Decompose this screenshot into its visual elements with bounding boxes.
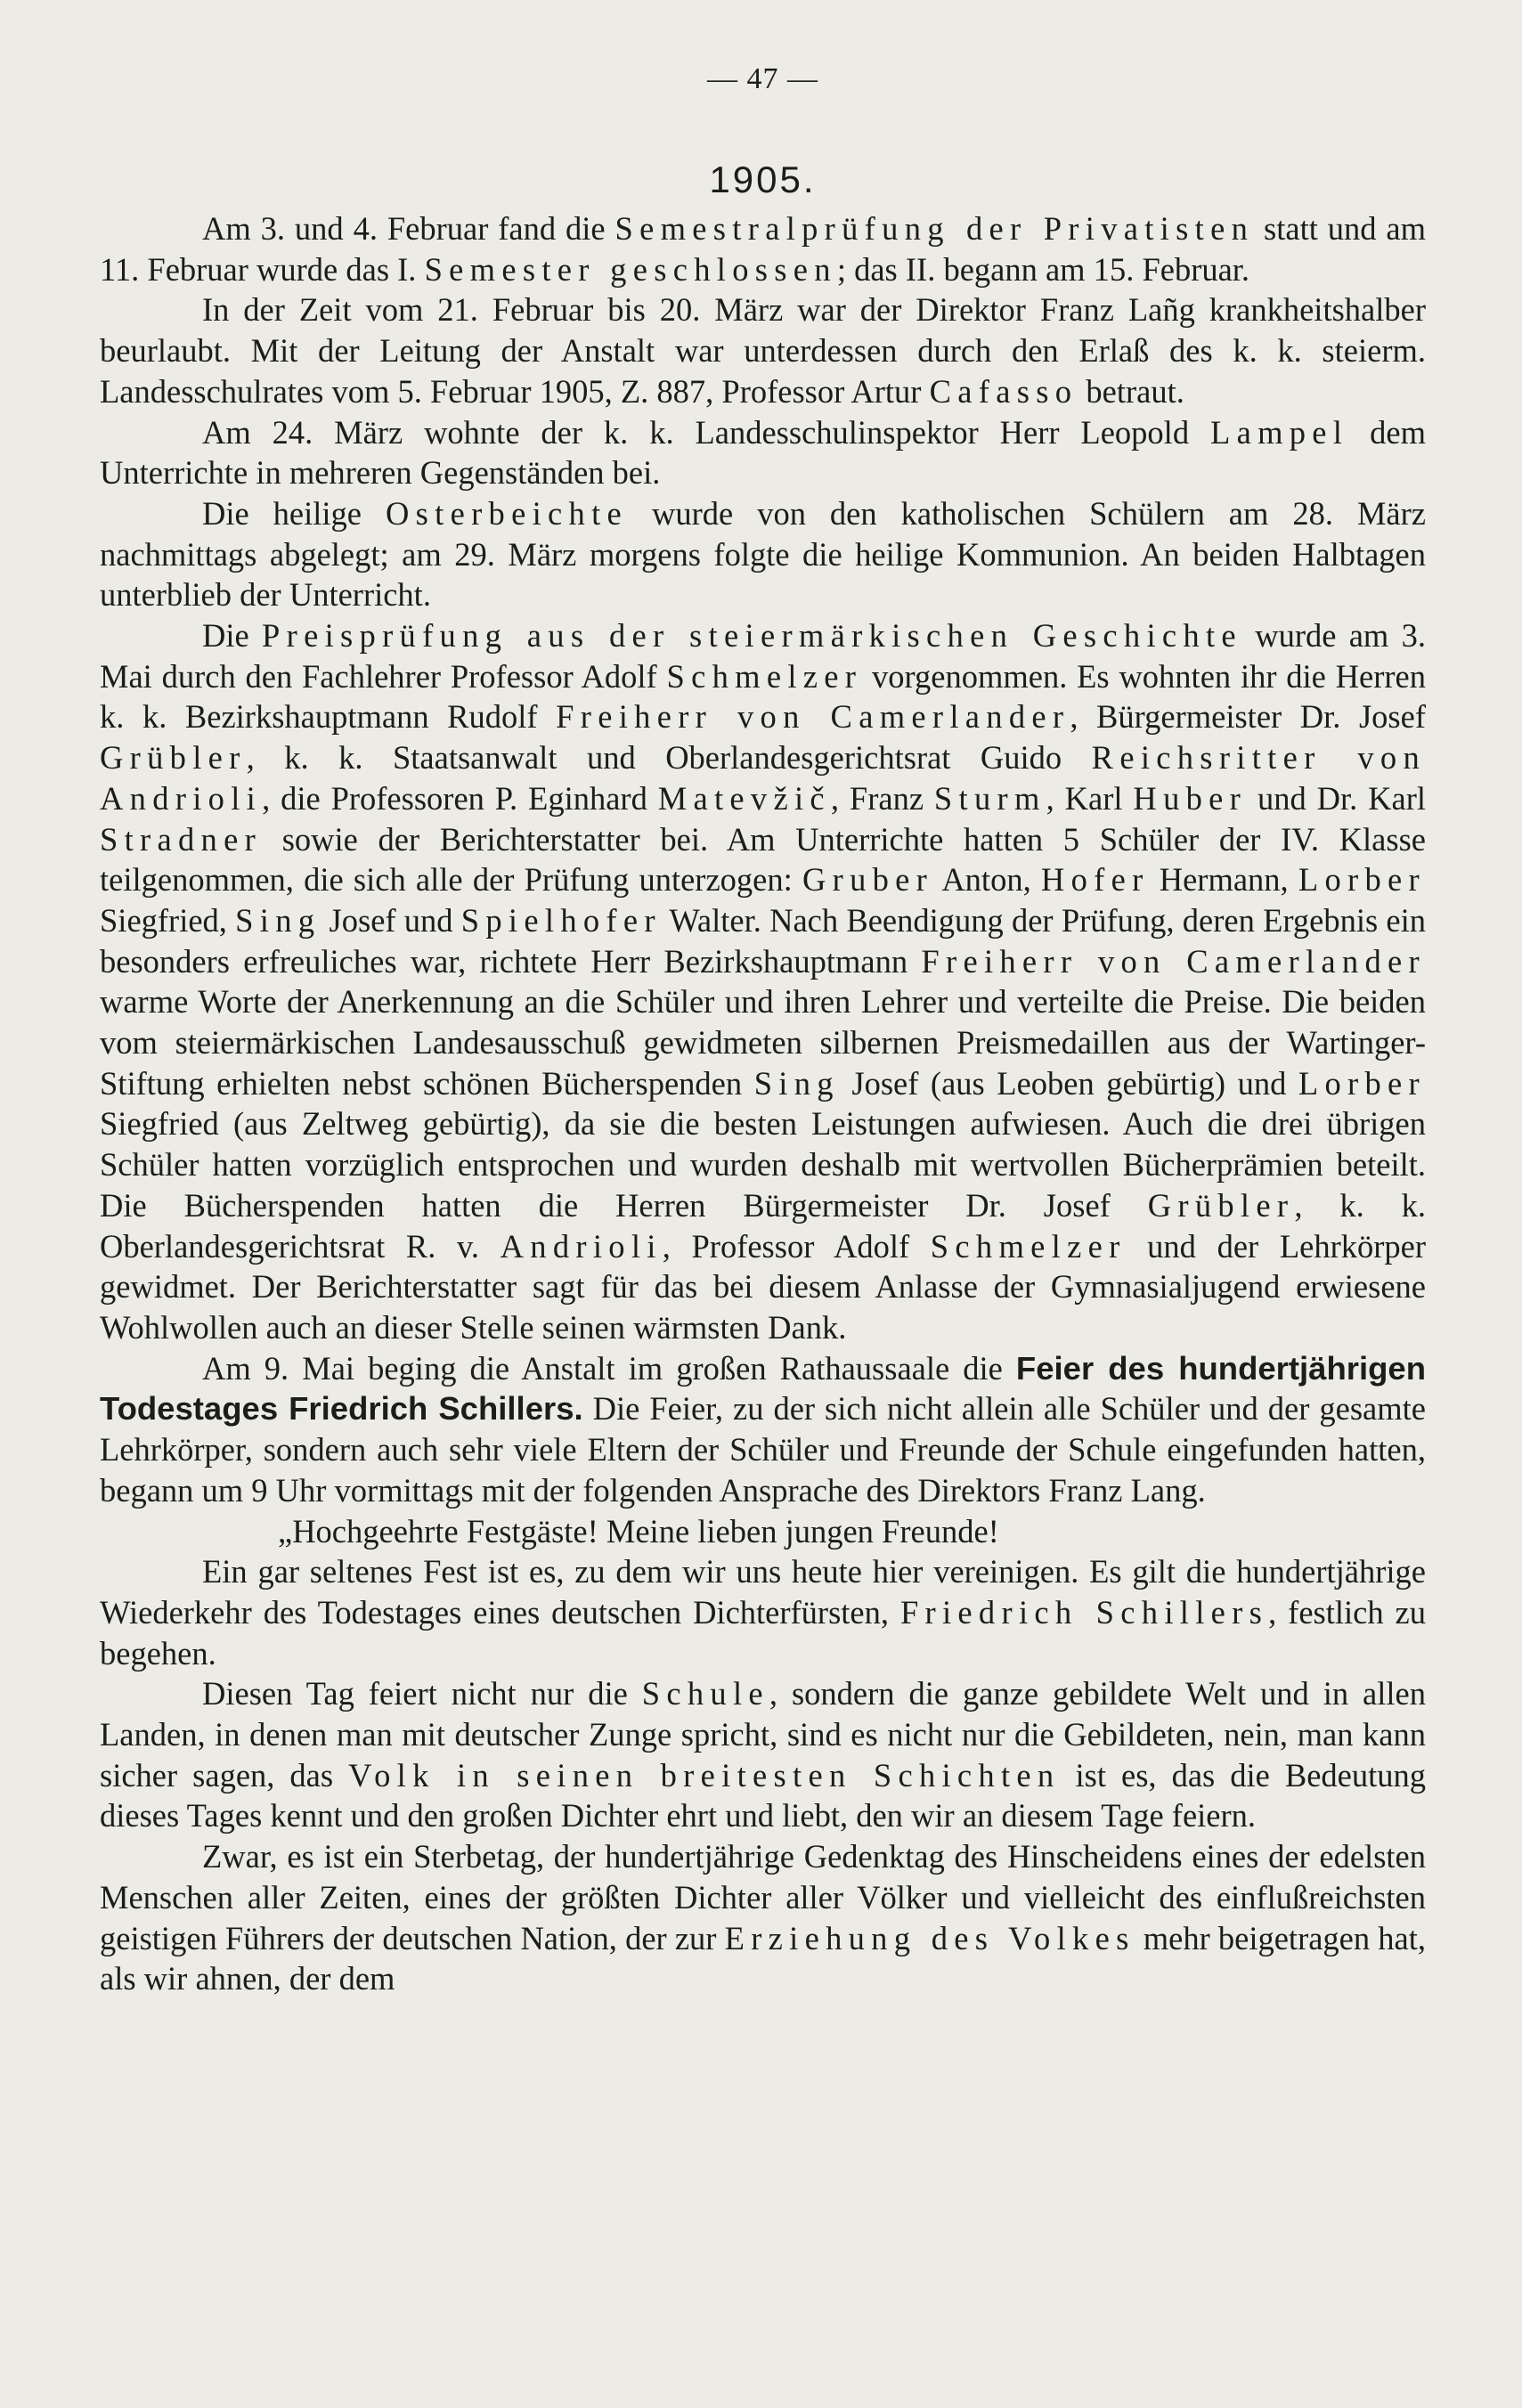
spaced-emphasis: Huber <box>1133 779 1248 817</box>
text-run: , Franz <box>830 779 934 817</box>
text-run: Josef und <box>321 901 461 939</box>
text-run: betraut. <box>1078 372 1184 410</box>
text-run: „Hochgeehrte Festgäste! Meine lieben jungen Freunde! <box>278 1512 999 1550</box>
text-run: , festlich zu begehen. <box>100 1593 1426 1672</box>
paragraph <box>100 289 1426 411</box>
text-run: Anton, <box>933 861 1041 899</box>
text-run: , k. k. Oberlandesgerichtsrat R. v. <box>100 1186 1427 1265</box>
report-body <box>100 208 1426 1999</box>
spaced-emphasis: Gruber <box>802 861 934 899</box>
text-run: wurde von den katholischen Schülern am 28. März nachmittags abgelegt; am 29. März morgens folgte die heilige Kommunion. An beiden Halbtagen unterblieb der Unterricht. <box>100 494 1426 614</box>
spaced-emphasis: Lorber <box>1298 861 1426 899</box>
text-run: , Karl <box>1046 779 1134 817</box>
spaced-emphasis: Erziehung des Volkes <box>724 1919 1135 1956</box>
text-run: statt und am 11. Februar wurde das I. <box>100 210 1426 288</box>
paragraph <box>100 493 1426 615</box>
text-run: In der Zeit vom 21. Februar bis 20. März war der Direktor Franz Lañg krankheitshalber beurlaubt. Mit der Leitung der Anstalt war unterdessen durch den Erlaß des k. k. steierm. Landesschulrates vom 5. Februar 1905, Z. 887, Professor Artur <box>100 291 1426 410</box>
paragraph <box>100 412 1426 493</box>
text-run: Siegfried, <box>100 901 236 939</box>
text-run: Diesen Tag feiert nicht nur die <box>202 1675 642 1712</box>
text-run: , Bürgermeister Dr. Josef <box>1070 698 1426 736</box>
text-run: dem Unterrichte in mehreren Gegenständen bei. <box>100 413 1426 492</box>
spaced-emphasis: Semestralprüfung der Privatisten <box>614 210 1255 247</box>
text-run: , sondern die ganze gebildete Welt und in allen Landen, in denen man mit deutscher Zunge spricht, sind es nicht nur die Gebildeten, nein, man kann sicher sagen, das <box>100 1675 1426 1794</box>
text-run: Am 24. März wohnte der k. k. Landesschulinspektor Herr Leopold <box>202 413 1210 451</box>
text-run: Die Feier, zu der sich nicht allein alle Schüler und der gesamte Lehrkörper, sondern auch sehr viele Eltern der Schüler und Freunde der Schule eingefunden hatten, begann um 9 Uhr vormittags mit der folgenden Ansprache des Direktors Franz Lang. <box>100 1390 1426 1509</box>
paragraph <box>100 208 1426 289</box>
spaced-emphasis: Lampel <box>1209 413 1349 451</box>
text-run: Am 3. und 4. Februar fand die <box>202 210 615 247</box>
spaced-emphasis: Freiherr von Camerlander <box>921 942 1426 980</box>
text-run: Josef (aus Leoben gebürtig) und <box>839 1064 1298 1102</box>
page-number: — 47 — <box>707 62 818 95</box>
spaced-emphasis: Freiherr von Camerlander <box>556 698 1070 736</box>
spaced-emphasis: Sing <box>235 901 321 939</box>
spaced-emphasis: Sing <box>753 1064 840 1102</box>
spaced-emphasis: Grübler <box>100 739 247 777</box>
spaced-emphasis: Grübler <box>1147 1186 1295 1224</box>
text-run: Zwar, es ist ein Sterbetag, der hundertjährige Gedenktag des Hinscheidens eines der edelsten Menschen aller Zeiten, eines der größten Dichter aller Völker und vielleicht des einflußreichsten geistigen Führers der deutschen Nation, der zur <box>100 1838 1426 1956</box>
spaced-emphasis: Osterbeichte <box>385 494 629 532</box>
text-run: wurde am 3. Mai durch den Fachlehrer Professor Adolf <box>100 617 1427 695</box>
text-run: ist es, das die Bedeutung dieses Tages kennt und den großen Dichter ehrt und liebt, den wir an diesem Tage feiern. <box>100 1756 1427 1834</box>
text-run: Die <box>202 617 263 655</box>
paragraph <box>100 615 1426 1348</box>
text-run: sowie der Berichterstatter bei. Am Unterrichte hatten 5 Schüler der IV. Klasse teilgenommen, die sich alle der Prüfung unterzogen: <box>100 820 1426 899</box>
paragraph <box>100 1551 1426 1673</box>
spaced-emphasis: Andrioli <box>500 1227 663 1265</box>
paragraph <box>100 1673 1426 1836</box>
year-heading: 1905. <box>709 159 817 200</box>
spaced-emphasis: Cafasso <box>929 372 1078 410</box>
spaced-emphasis: Spielhofer <box>460 901 662 939</box>
text-run: Siegfried (aus Zeltweg gebürtig), da sie die besten Leistungen aufwiesen. Auch die drei übrigen Schüler hatten vorzüglich entsprochen und wurden deshalb mit wertvollen Bücherprämien beteilt. Die Bücherspenden hatten die Herren Bürgermeister Dr. Josef <box>100 1105 1426 1224</box>
paragraph <box>100 1348 1426 1511</box>
spaced-emphasis: Lorber <box>1298 1064 1427 1102</box>
spaced-emphasis: Volk in seinen breitesten Schichten <box>348 1756 1061 1794</box>
text-run: , die Professoren P. Eginhard <box>262 779 658 817</box>
text-run: Am 9. Mai beging die Anstalt im großen Rathaussaale die <box>202 1349 1016 1387</box>
text-run: vorgenommen. Es wohnten ihr die Herren k. k. Bezirkshauptmann Rudolf <box>100 657 1426 736</box>
spaced-emphasis: Preisprüfung aus der steiermärkischen Geschichte <box>262 617 1242 655</box>
text-run: Hermann, <box>1149 861 1298 899</box>
spaced-emphasis: Sturm <box>933 779 1046 817</box>
text-run: , Professor Adolf <box>662 1227 931 1265</box>
text-run: und Dr. Karl <box>1247 779 1427 817</box>
bold-emphasis: Feier des hundertjährigen Todestages Friedrich Schillers. <box>100 1349 1427 1428</box>
text-run: Ein gar seltenes Fest ist es, zu dem wir uns heute hier vereinigen. Es gilt die hundertjährige Wiederkehr des Todestages eines deutschen Dichterfürsten, <box>100 1553 1426 1631</box>
spaced-emphasis: Semester geschlossen <box>424 250 837 288</box>
text-run: ; das II. begann am 15. Februar. <box>836 250 1250 288</box>
spaced-emphasis: Hofer <box>1040 861 1150 899</box>
paragraph <box>100 1836 1426 1999</box>
spaced-emphasis: Reichsritter von Andrioli <box>100 739 1426 817</box>
text-run: Walter. Nach Beendigung der Prüfung, deren Ergebnis ein besonders erfreuliches war, richtete Herr Bezirkshauptmann <box>100 901 1427 980</box>
spaced-emphasis: Stradner <box>100 820 263 858</box>
spaced-emphasis: Friedrich Schillers <box>899 1593 1269 1631</box>
spaced-emphasis: Matevžič <box>657 779 831 817</box>
text-run: Die heilige <box>202 494 386 532</box>
text-run: und der Lehrkörper gewidmet. Der Berichterstatter sagt für das bei diesem Anlasse der Gymnasialjugend erwiesene Wohlwollen auch an dieser Stelle seinen wärmsten Dank. <box>100 1227 1426 1346</box>
spaced-emphasis: Schmelzer <box>930 1227 1127 1265</box>
spaced-emphasis: Schule <box>641 1675 769 1712</box>
spaced-emphasis: Schmelzer <box>666 657 863 695</box>
paragraph <box>100 1511 1426 1552</box>
text-run: mehr beigetragen hat, als wir ahnen, der dem <box>100 1919 1427 1997</box>
text-run: warme Worte der Anerkennung an die Schüler und ihren Lehrer und verteilte die Preise. Die beiden vom steiermärkischen Landesausschuß gewidmeten silbernen Preismedaillen aus der Wartinger-Stiftung erhielten nebst schönen Bücherspenden <box>100 983 1426 1102</box>
text-run: , k. k. Staatsanwalt und Oberlandesgerichtsrat Guido <box>246 739 1092 777</box>
